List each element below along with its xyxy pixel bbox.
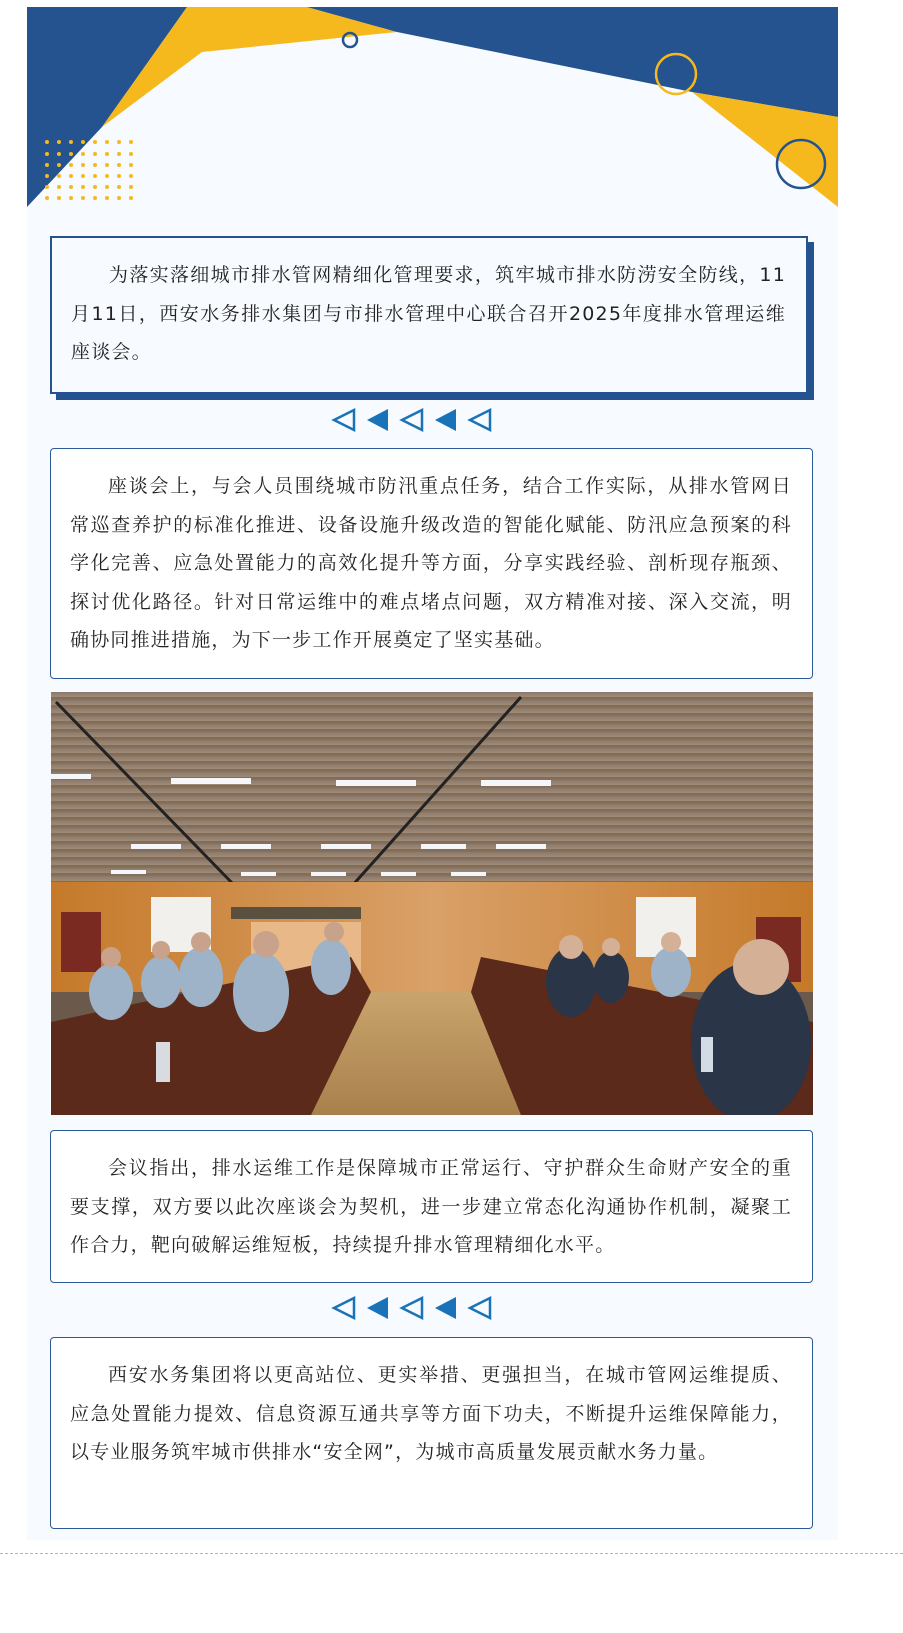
outline-left-triangle-icon bbox=[398, 407, 426, 433]
dashed-divider bbox=[0, 1553, 903, 1554]
solid-left-triangle-icon bbox=[364, 1295, 392, 1321]
outlook-box bbox=[50, 1337, 813, 1529]
discussion-box bbox=[50, 448, 813, 679]
solid-left-triangle-icon bbox=[432, 1295, 460, 1321]
arrow-divider bbox=[0, 1295, 863, 1325]
outlook-paragraph: 西安水务集团将以更高站位、更实举措、更强担当，在城市管网运维提质、应急处置能力提效、信息资源互通共享等方面下功夫，不断提升运维保障能力，以专业服务筑牢城市供排水“安全网”，为城市高质量发展贡献水务力量。 bbox=[70, 1364, 792, 1463]
arrow-divider bbox=[0, 407, 863, 437]
outline-left-triangle-icon bbox=[466, 407, 494, 433]
outline-left-triangle-icon bbox=[330, 407, 358, 433]
meeting-photo bbox=[51, 692, 813, 1115]
outline-left-triangle-icon bbox=[466, 1295, 494, 1321]
conclusion-box bbox=[50, 1130, 813, 1283]
outline-left-triangle-icon bbox=[330, 1295, 358, 1321]
outline-left-triangle-icon bbox=[398, 1295, 426, 1321]
solid-left-triangle-icon bbox=[364, 407, 392, 433]
intro-paragraph: 为落实落细城市排水管网精细化管理要求，筑牢城市排水防涝安全防线，11月11日，西安水务排水集团与市排水管理中心联合召开2025年度排水管理运维座谈会。 bbox=[71, 264, 786, 363]
conclusion-paragraph: 会议指出，排水运维工作是保障城市正常运行、守护群众生命财产安全的重要支撑，双方要以此次座谈会为契机，进一步建立常态化沟通协作机制，凝聚工作合力，靶向破解运维短板，持续提升排水管理精细化水平。 bbox=[70, 1157, 792, 1256]
header-banner bbox=[27, 7, 838, 207]
solid-left-triangle-icon bbox=[432, 407, 460, 433]
discussion-paragraph: 座谈会上，与会人员围绕城市防汛重点任务，结合工作实际，从排水管网日常巡查养护的标准化推进、设备设施升级改造的智能化赋能、防汛应急预案的科学化完善、应急处置能力的高效化提升等方面，分享实践经验、剖析现存瓶颈、探讨优化路径。针对日常运维中的难点堵点问题，双方精准对接、深入交流，明确协同推进措施，为下一步工作开展奠定了坚实基础。 bbox=[70, 475, 792, 651]
intro-box bbox=[50, 236, 808, 394]
